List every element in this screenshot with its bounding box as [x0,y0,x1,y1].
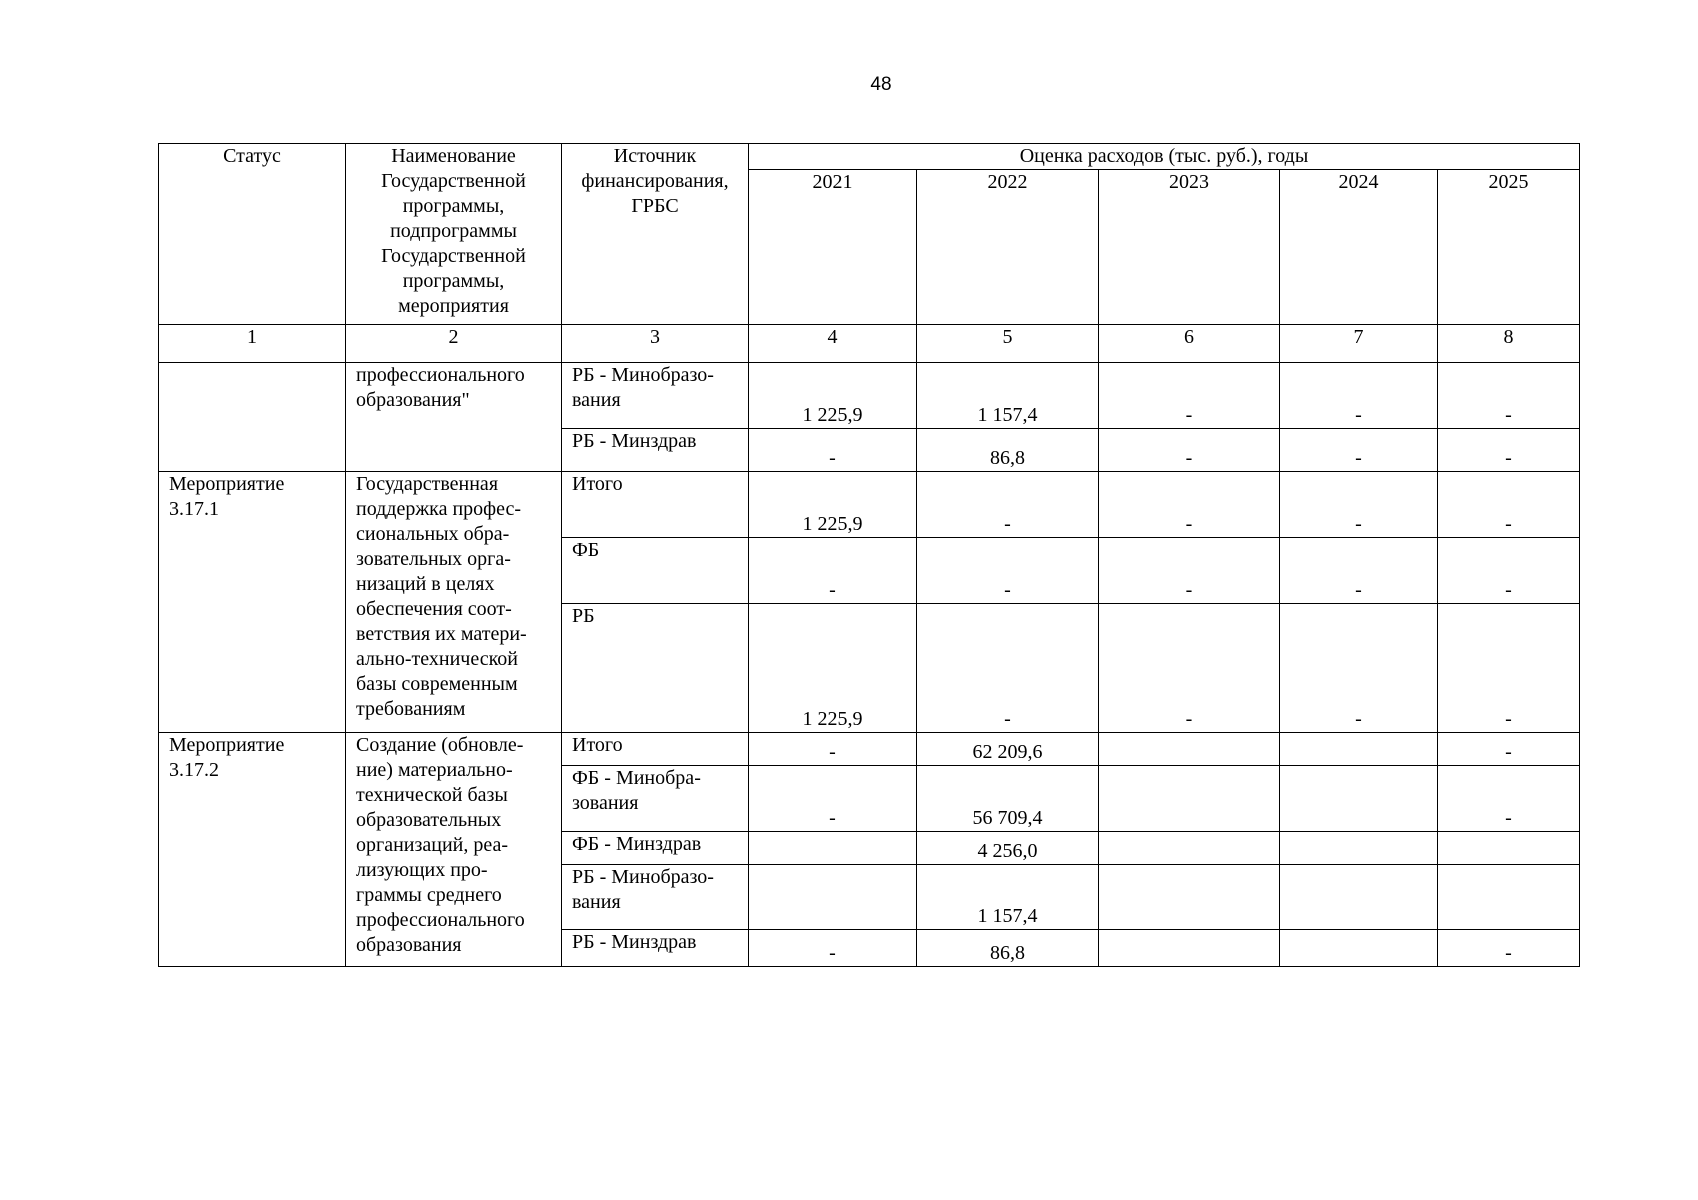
value-cell: - [1099,538,1280,604]
page-number: 48 [870,74,892,95]
value-cell: - [1099,429,1280,472]
value-cell: - [1280,472,1438,538]
status-cell: Мероприятие 3.17.1 [159,472,346,733]
value-cell: 86,8 [917,429,1099,472]
value-cell: - [1438,363,1580,429]
value-cell: - [749,429,917,472]
value-cell: - [1280,363,1438,429]
value-cell: - [749,930,917,967]
value-cell [1099,766,1280,832]
value-cell: - [917,538,1099,604]
value-cell [1099,832,1280,865]
value-cell [1438,865,1580,930]
column-number: 7 [1280,325,1438,363]
value-cell: 62 209,6 [917,733,1099,766]
value-cell [1099,733,1280,766]
value-cell: 1 157,4 [917,363,1099,429]
value-cell: - [1099,604,1280,733]
column-number: 6 [1099,325,1280,363]
source-cell: РБ - Минобразо-вания [562,865,749,930]
header-name: Наименование Государственной программы, подпрограммы Государственной программы, мероприятия [346,144,562,325]
table-row [159,733,1580,766]
header-year: 2021 [749,170,917,325]
value-cell [1280,930,1438,967]
column-number: 1 [159,325,346,363]
value-cell [749,832,917,865]
value-cell: 4 256,0 [917,832,1099,865]
value-cell: - [1280,538,1438,604]
value-cell: - [749,766,917,832]
value-cell: - [1280,604,1438,733]
value-cell: - [1099,363,1280,429]
source-cell: РБ - Минздрав [562,429,749,472]
column-number: 8 [1438,325,1580,363]
value-cell: - [1438,538,1580,604]
header-year: 2022 [917,170,1099,325]
status-cell [159,363,346,472]
value-cell: - [917,472,1099,538]
column-number: 2 [346,325,562,363]
value-cell: - [1438,604,1580,733]
source-cell: РБ - Минобразо-вания [562,363,749,429]
source-cell: Итого [562,733,749,766]
value-cell: 1 157,4 [917,865,1099,930]
value-cell: - [749,733,917,766]
value-cell: - [1438,472,1580,538]
value-cell: 86,8 [917,930,1099,967]
value-cell: 1 225,9 [749,604,917,733]
header-source: Источник финансирования, ГРБС [562,144,749,325]
name-cell: профессионального образования" [346,363,562,472]
table-row [159,472,1580,538]
value-cell: - [917,604,1099,733]
value-cell: - [1438,930,1580,967]
header-estimate: Оценка расходов (тыс. руб.), годы [749,144,1580,170]
value-cell: 1 225,9 [749,363,917,429]
value-cell [1280,766,1438,832]
expenditure-table [158,143,1580,967]
value-cell [1280,865,1438,930]
value-cell: - [1438,429,1580,472]
value-cell: 1 225,9 [749,472,917,538]
header-year: 2023 [1099,170,1280,325]
value-cell [1280,733,1438,766]
column-number: 4 [749,325,917,363]
value-cell [749,865,917,930]
header-year: 2024 [1280,170,1438,325]
value-cell [1099,930,1280,967]
column-number: 3 [562,325,749,363]
source-cell: ФБ [562,538,749,604]
name-cell: Создание (обновле-ние) материально-технической базы образовательных организаций, реа-лизующих про-граммы среднего профессионального образования [346,733,562,967]
value-cell [1099,865,1280,930]
column-number: 5 [917,325,1099,363]
value-cell: - [749,538,917,604]
source-cell: ФБ - Минобра-зования [562,766,749,832]
source-cell: РБ - Минздрав [562,930,749,967]
value-cell [1280,832,1438,865]
source-cell: РБ [562,604,749,733]
status-cell: Мероприятие 3.17.2 [159,733,346,967]
value-cell: - [1438,766,1580,832]
value-cell: 56 709,4 [917,766,1099,832]
header-row [159,144,1580,170]
value-cell: - [1438,733,1580,766]
source-cell: Итого [562,472,749,538]
value-cell [1438,832,1580,865]
value-cell: - [1280,429,1438,472]
header-year: 2025 [1438,170,1580,325]
column-numbers-row [159,325,1580,363]
table-row [159,363,1580,429]
name-cell: Государственная поддержка профес-сиональных обра-зовательных орга-низаций в целях обеспечения соот-ветствия их матери-ально-технической базы современным требованиям [346,472,562,733]
source-cell: ФБ - Минздрав [562,832,749,865]
header-status: Статус [159,144,346,325]
value-cell: - [1099,472,1280,538]
